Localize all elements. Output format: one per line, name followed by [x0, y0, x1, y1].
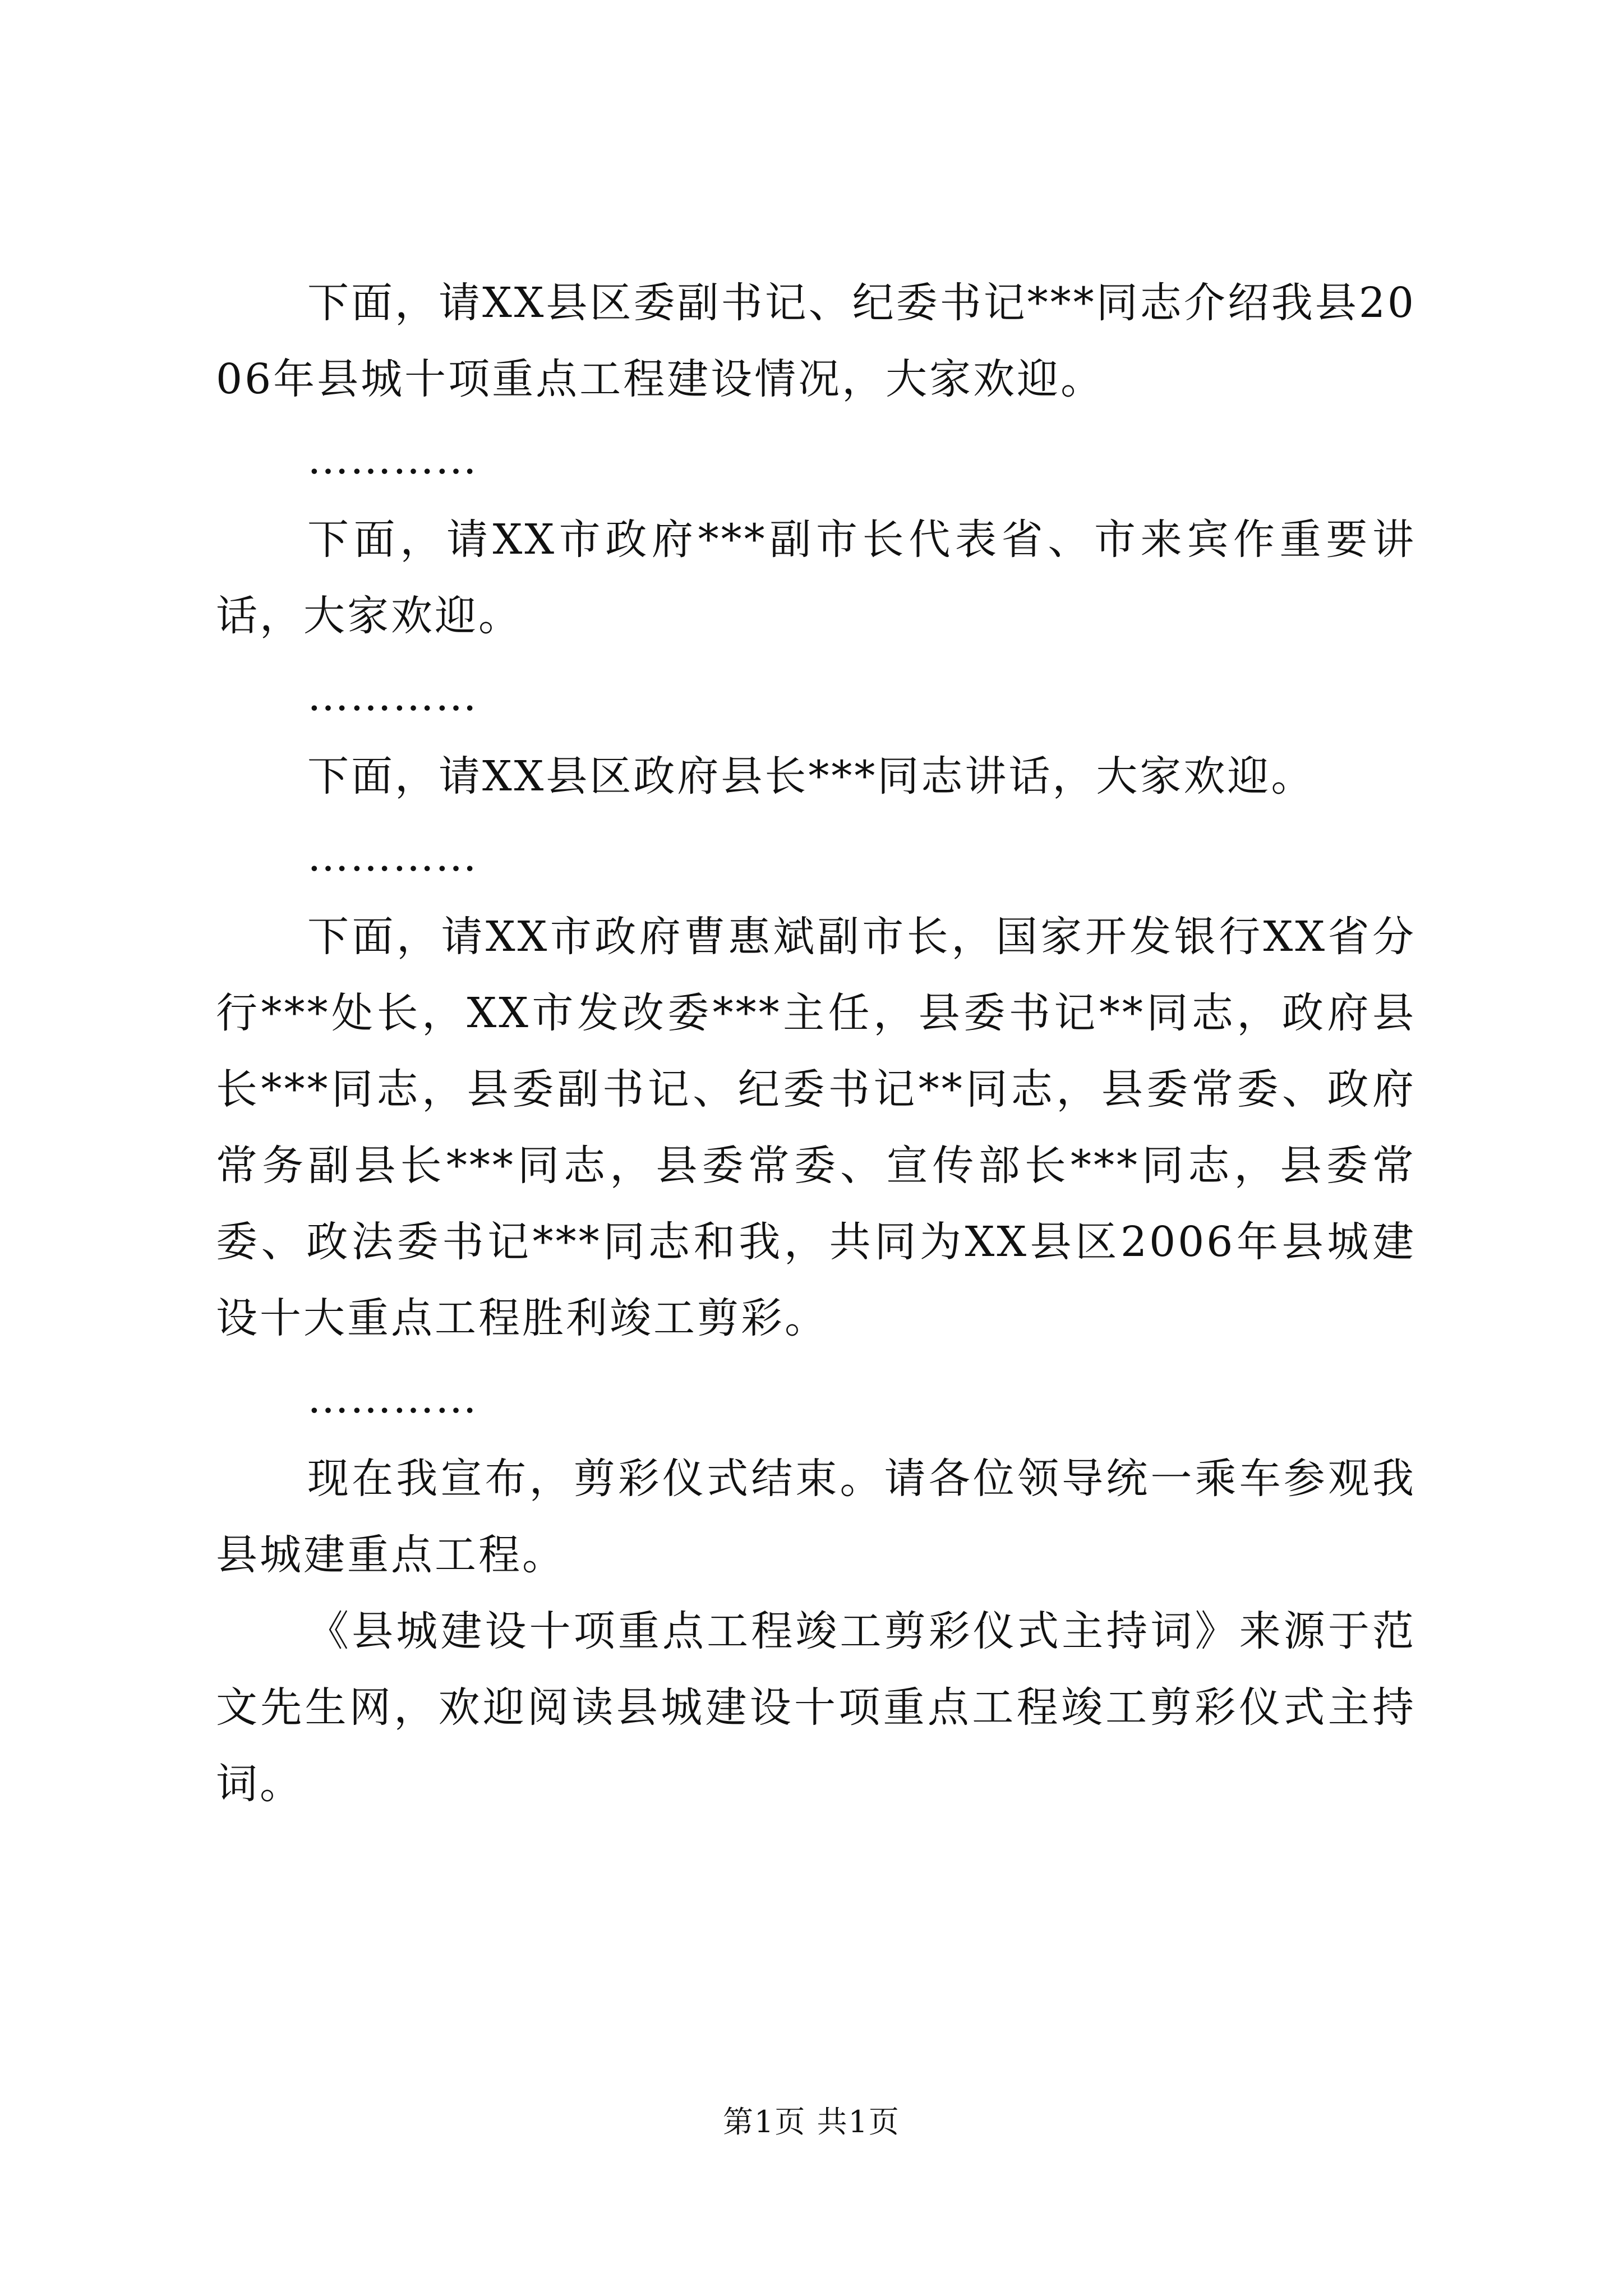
ellipsis-separator: ………… [307, 1374, 478, 1423]
paragraph-county-head-speech: 下面，请XX县区政府县长***同志讲话，大家欢迎。 [307, 752, 1315, 800]
paragraph-vice-mayor-speech: 下面，请XX市政府***副市长代表省、市来宾作重要讲话，大家欢迎。 [216, 516, 1416, 640]
page-number-footer: 第1页 共1页 [723, 2104, 900, 2139]
ellipsis-separator: ………… [307, 435, 478, 484]
paragraph-ceremony-end: 现在我宣布，剪彩仪式结束。请各位领导统一乘车参观我县城建重点工程。 [216, 1455, 1416, 1579]
paragraph-ribbon-cutting: 下面，请XX市政府曹惠斌副市长，国家开发银行XX省分行***处长，XX市发改委***主任，县委书记**同志，政府县长***同志，县委副书记、纪委书记**同志，县委常委、政府常务副县长***同志，县委常委、宣传部长***同志，县委常委、政法委书记***同志和我，共同为XX县区2006年县城建设十大重点工程胜利竣工剪彩。 [216, 913, 1416, 1342]
paragraph-speaker-intro: 下面，请XX县区委副书记、纪委书记***同志介绍我县2006年县城十项重点工程建设情况，大家欢迎。 [216, 279, 1416, 403]
paragraph-source-note: 《县城建设十项重点工程竣工剪彩仪式主持词》来源于范文先生网，欢迎阅读县城建设十项重点工程竣工剪彩仪式主持词。 [216, 1607, 1416, 1808]
ellipsis-separator: ………… [307, 672, 478, 720]
document-body [216, 265, 1416, 1822]
ellipsis-separator: ………… [307, 832, 478, 881]
